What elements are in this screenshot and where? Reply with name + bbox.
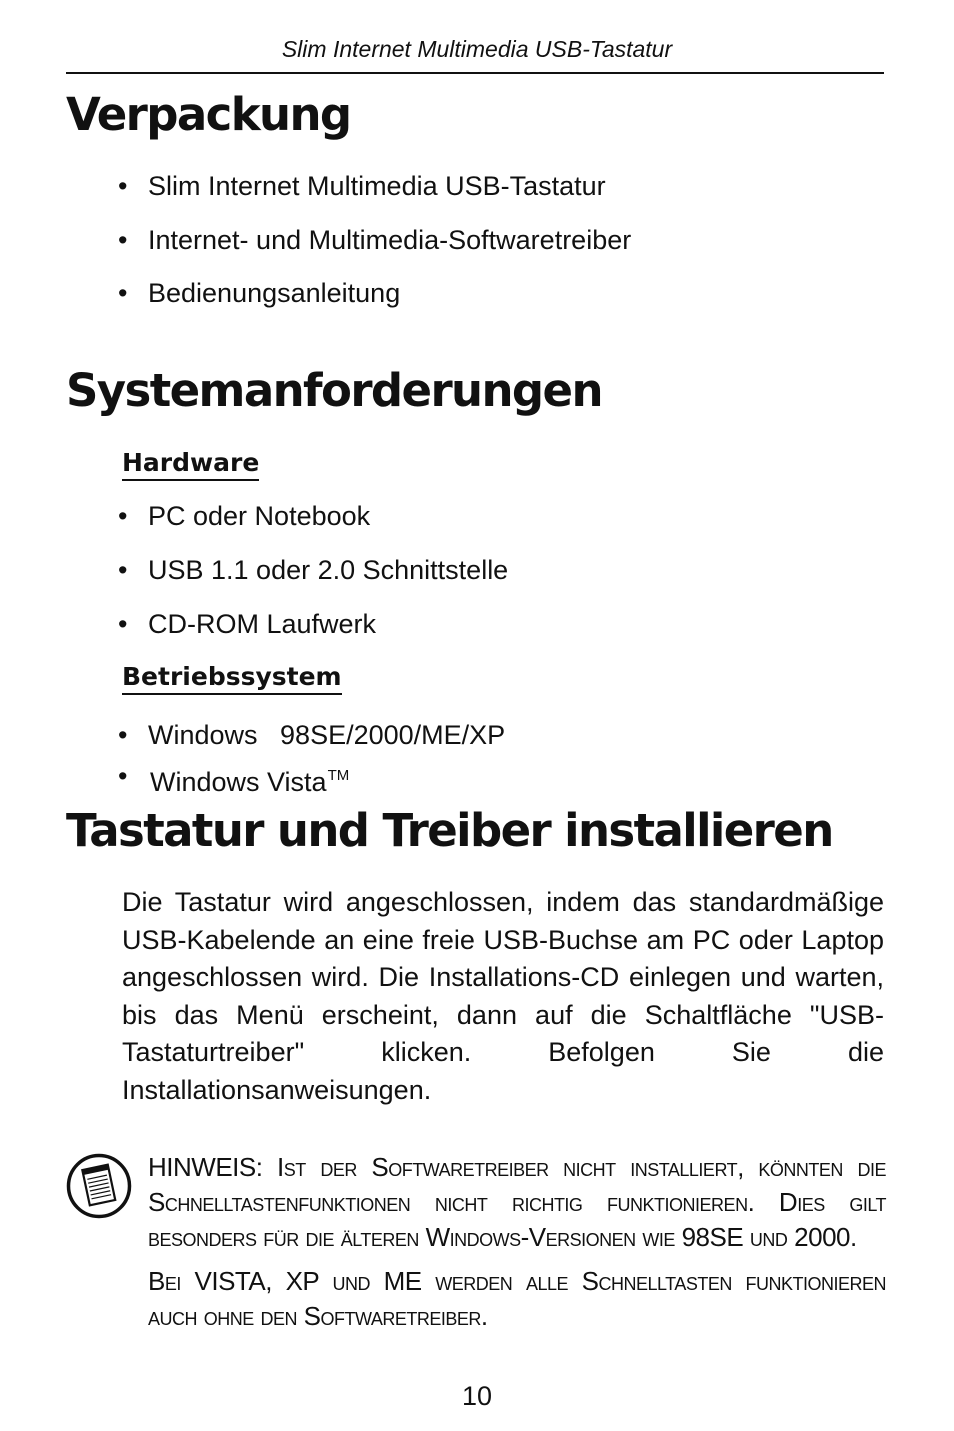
- note-text: HINWEIS: Ist der Softwaretreiber nicht installiert, könnten die Schnelltastenfunktionen nicht richtig funktionieren. Dies gilt besonders für die älteren Windows-Versionen wie 98SE und 2000.: [148, 1152, 886, 1252]
- section-title-install: Tastatur und Treiber installieren: [66, 804, 833, 857]
- subheading-hardware: Hardware: [122, 449, 259, 481]
- packaging-list: [118, 170, 631, 309]
- page-number: 10: [461, 1381, 493, 1411]
- os-name: Windows Vista: [150, 767, 327, 797]
- os-list: [118, 719, 505, 798]
- list-item: • USB 1.1 oder 2.0 Schnittstelle: [118, 554, 508, 586]
- list-item: • CD-ROM Laufwerk: [118, 608, 508, 640]
- subheading-os: Betriebssystem: [122, 663, 342, 695]
- list-item: • Bedienungsanleitung: [118, 277, 631, 309]
- section-title-requirements: Systemanforderungen: [66, 364, 602, 417]
- running-header: Slim Internet Multimedia USB-Tastatur: [281, 36, 673, 62]
- list-item: [118, 760, 505, 798]
- install-paragraph: Die Tastatur wird angeschlossen, indem das standardmäßige USB-Kabelende an eine freie USB-Buchse am PC oder Laptop angeschlossen wird. Die Installations-CD einlegen und warten, bis das Menü erscheint, dann auf die Schaltfläche "USB-Tastaturtreiber" klicken. Befolgen Sie die Installationsanweisungen.: [122, 887, 884, 1105]
- list-item: • PC oder Notebook: [118, 500, 508, 532]
- trademark-mark: TM: [327, 767, 350, 784]
- list-item: • Slim Internet Multimedia USB-Tastatur: [118, 170, 631, 202]
- notepad-icon: [66, 1153, 132, 1219]
- header-rule: [66, 72, 884, 74]
- list-item: • Internet- und Multimedia-Softwaretreiber: [118, 224, 631, 256]
- section-title-packaging: Verpackung: [66, 88, 351, 141]
- hardware-list: [118, 500, 508, 640]
- list-item: • Windows 98SE/2000/ME/XP: [118, 719, 505, 751]
- note-text-second: Bei VISTA, XP und ME werden alle Schnelltasten funktionieren auch ohne den Softwaretreiber.: [148, 1266, 886, 1331]
